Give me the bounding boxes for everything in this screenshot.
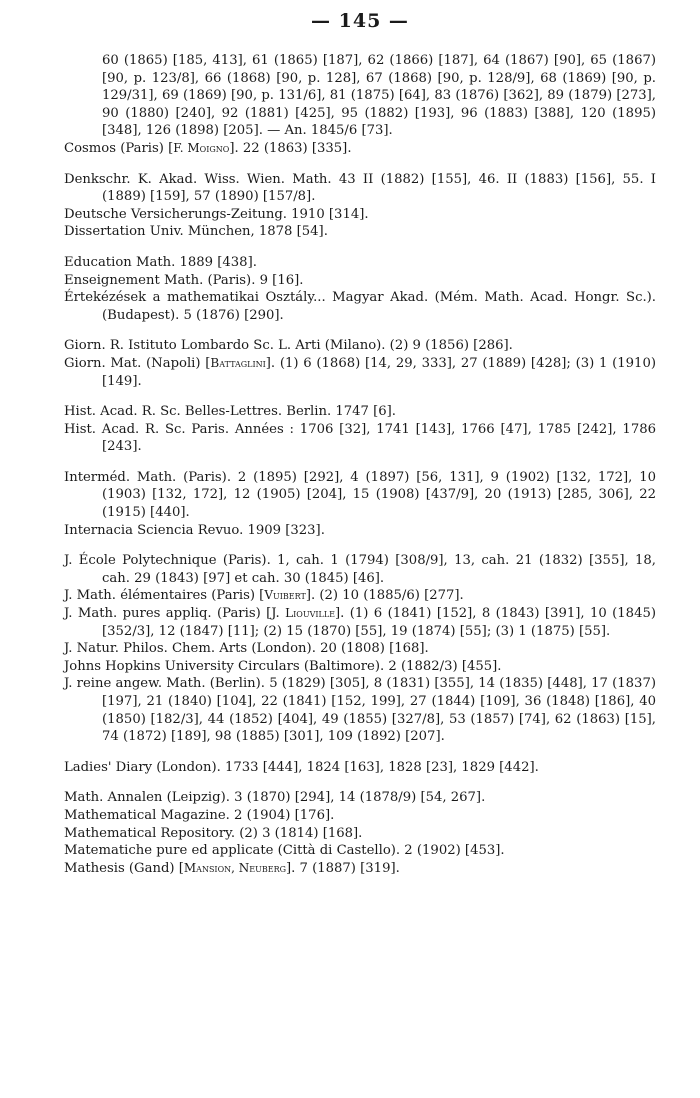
list-item: Mathematical Repository. (2) 3 (1814) [168]. bbox=[64, 825, 363, 841]
list-item: Education Math. 1889 [438]. bbox=[64, 254, 257, 270]
list-item: Ladies' Diary (London). 1733 [444], 1824 [163], 1828 [23], 1829 [442]. bbox=[64, 759, 539, 775]
page-number: — 145 — bbox=[311, 10, 409, 32]
list-item: Internacia Sciencia Revuo. 1909 [323]. bbox=[64, 522, 325, 538]
list-item: Enseignement Math. (Paris). 9 [16]. bbox=[64, 272, 304, 288]
list-item: Interméd. Math. (Paris). 2 (1895) [292], 4 (1897) [56, 131], 9 (1902) [132, 172], 10 (1903) [132, 172], 12 (1905) [204], 15 (1908) [437/9], 20 (1913) [285, 306], 22 (1915) [440]. bbox=[64, 469, 656, 521]
list-item: Giorn. R. Istituto Lombardo Sc. L. Arti (Milano). (2) 9 (1856) [286]. bbox=[64, 338, 513, 354]
list-item: 60 (1865) [185, 413], 61 (1865) [187], 62 (1866) [187], 64 (1867) [90], 65 (1867) [90, p. 123/8], 66 (1868) [90, p. 128], 67 (1868) [90, p. 128/9], 68 (1869) [90, p. 129/31], 69 (1869) [90, p. 131/6], 81 (1875) [64], 83 (1876) [362], 89 (1879) [273], 90 (1880) [240], 92 (1881) [425], 95 (1882) [193], 96 (1883) [388], 120 (1895) [348], 126 (1898) [205]. — An. 1845/6 [73]. bbox=[102, 53, 656, 139]
list-item: Giorn. Mat. (Napoli) [Battaglini]. (1) 6 (1868) [14, 29, 333], 27 (1889) [428]; (3) 1 (1910) [149]. bbox=[64, 355, 656, 389]
list-item: Math. Annalen (Leipzig). 3 (1870) [294], 14 (1878/9) [54, 267]. bbox=[64, 790, 486, 806]
list-item: Mathesis (Gand) [Mansion, Neuberg]. 7 (1887) [319]. bbox=[64, 860, 400, 876]
list-item: Johns Hopkins University Circulars (Baltimore). 2 (1882/3) [455]. bbox=[64, 658, 502, 674]
list-item: Cosmos (Paris) [F. Moigno]. 22 (1863) [335]. bbox=[64, 140, 352, 156]
list-item: Denkschr. K. Akad. Wiss. Wien. Math. 43 II (1882) [155], 46. II (1883) [156], 55. I (1889) [159], 57 (1890) [157/8]. bbox=[64, 171, 656, 205]
list-item: Hist. Acad. R. Sc. Belles-Lettres. Berlin. 1747 [6]. bbox=[64, 404, 396, 420]
list-item: J. Natur. Philos. Chem. Arts (London). 20 (1808) [168]. bbox=[64, 641, 429, 657]
list-item: Hist. Acad. R. Sc. Paris. Années : 1706 [32], 1741 [143], 1766 [47], 1785 [242], 1786 [243]. bbox=[64, 421, 656, 455]
list-item: Matematiche pure ed applicate (Città di Castello). 2 (1902) [453]. bbox=[64, 843, 505, 859]
list-item: J. Math. pures appliq. (Paris) [J. Liouville]. (1) 6 (1841) [152], 8 (1843) [391], 10 (1845) [352/3], 12 (1847) [11]; (2) 15 (1870) [55], 19 (1874) [55]; (3) 1 (1875) [55]. bbox=[64, 606, 656, 639]
list-item: Deutsche Versicherungs-Zeitung. 1910 [314]. bbox=[64, 206, 369, 222]
bibliography-list bbox=[64, 52, 656, 877]
list-item: Értekézések a mathematikai Osztály... Magyar Akad. (Mém. Math. Acad. Hongr. Sc.). (Budapest). 5 (1876) [290]. bbox=[64, 290, 656, 323]
list-item: Dissertation Univ. München, 1878 [54]. bbox=[64, 224, 328, 240]
list-item: J. École Polytechnique (Paris). 1, cah. 1 (1794) [308/9], 13, cah. 21 (1832) [355], 18, cah. 29 (1843) [97] et cah. 30 (1845) [46]. bbox=[64, 553, 656, 586]
list-item: Mathematical Magazine. 2 (1904) [176]. bbox=[64, 807, 335, 823]
list-item: J. reine angew. Math. (Berlin). 5 (1829) [305], 8 (1831) [355], 14 (1835) [448], 17 (1837) [197], 21 (1840) [104], 22 (1841) [152, 199], 27 (1844) [109], 36 (1848) [186], 40 (1850) [182/3], 44 (1852) [404], 49 (1855) [327/8], 53 (1857) [74], 62 (1863) [15], 74 (1872) [189], 98 (1885) [301], 109 (1892) [207]. bbox=[64, 676, 656, 745]
list-item: J. Math. élémentaires (Paris) [Vuibert]. (2) 10 (1885/6) [277]. bbox=[64, 588, 464, 604]
